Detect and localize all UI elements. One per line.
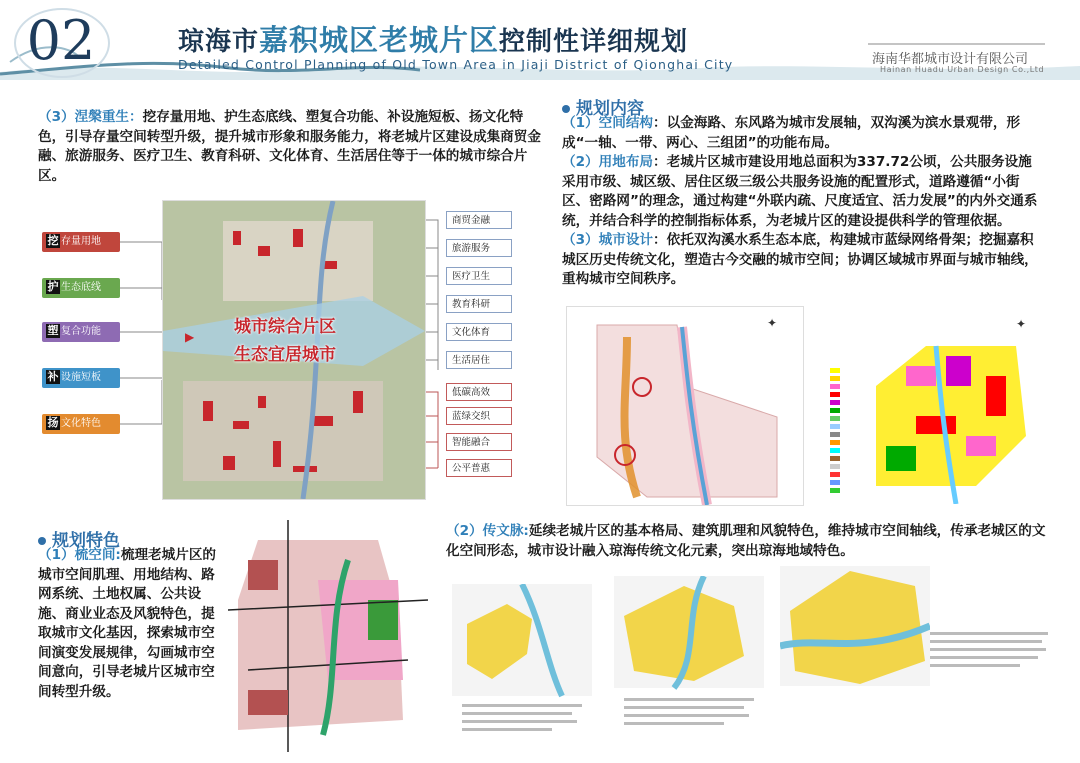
tag-char: 补 bbox=[47, 370, 59, 383]
tag-label: 生态底线 bbox=[61, 282, 101, 293]
item-heading: （2）用地布局 bbox=[562, 154, 654, 170]
tag-char: 塑 bbox=[47, 324, 59, 337]
culture-heading: （2）传文脉: bbox=[446, 523, 529, 539]
caption-lines bbox=[930, 632, 1050, 682]
tag-low-carbon: 低碳高效 bbox=[446, 383, 512, 401]
tag-smart-integration: 智能融合 bbox=[446, 433, 512, 451]
svg-text:✦: ✦ bbox=[767, 316, 778, 330]
title-highlight: 嘉积城区老城片区 bbox=[259, 23, 500, 57]
company-name: 海南华都城市设计有限公司 bbox=[872, 52, 1029, 67]
historic-map-3 bbox=[780, 566, 930, 742]
item-body: ：依托双沟溪水系生态本底，构建城市蓝绿网络骨架；挖掘嘉积城区历史传统文化，塑造古今交融的城市空间；协调区域城市界面与城市轴线，重构城市空间秩序。 bbox=[562, 232, 1038, 287]
urban-fabric-drawing bbox=[228, 520, 428, 752]
urban-fabric-map bbox=[228, 520, 428, 752]
title-prefix: 琼海市 bbox=[178, 27, 260, 57]
plan-content-item-1 bbox=[562, 114, 1044, 153]
plan-content-text bbox=[562, 114, 1044, 290]
item-body: ：老城片区城市建设用地总面积为337.72公顷，公共服务设施采用市级、城区级、居住区级三级公共服务设施的配置形式，道路遵循“小街区、密路网”的理念，通过构建“外联内疏、尺度适宜、活力发展”的内外交通系统，并结合科学的控制指标体系，为老城片区的建设提供科学的管理依据。 bbox=[562, 154, 1038, 229]
spatial-structure-map bbox=[566, 306, 804, 506]
strategy-diagram bbox=[38, 200, 548, 500]
intro-body: 挖存量用地、护生态底线、塑复合功能、补设施短板、扬文化特色，引导存量空间转型升级，提升城市形象和服务能力，将老城片区建设成集商贸金融、旅游服务、医疗卫生、教育科研、文化体育、生活居住等于一体的城市综合片区。 bbox=[38, 109, 541, 184]
tag-char: 挖 bbox=[47, 234, 59, 247]
tag-char: 扬 bbox=[47, 416, 59, 429]
plan-content-title-text: 规划内容 bbox=[576, 99, 644, 119]
tag-label: 设施短板 bbox=[61, 372, 101, 383]
bullet-dot-icon bbox=[562, 105, 570, 113]
svg-text:▶: ▶ bbox=[185, 330, 195, 344]
land-use-map bbox=[816, 306, 1044, 504]
tag-commerce-finance: 商贸金融 bbox=[446, 211, 512, 229]
intro-heading: （3）涅槃重生： bbox=[38, 109, 143, 125]
historic-map-caption bbox=[930, 632, 1050, 686]
tag-label: 复合功能 bbox=[61, 326, 101, 337]
arrow-label-line1: 城市综合片区 bbox=[234, 317, 336, 337]
item-heading: （1）空间结构 bbox=[562, 115, 654, 131]
tag-char: 护 bbox=[47, 280, 59, 293]
svg-text:✦: ✦ bbox=[1016, 317, 1027, 331]
tag-fair-inclusive: 公平普惠 bbox=[446, 459, 512, 477]
tag-culture-sports: 文化体育 bbox=[446, 323, 512, 341]
comb-space-heading: （1）梳空间: bbox=[38, 547, 121, 563]
historic-map-1-drawing bbox=[452, 584, 592, 744]
tag-tourism-service: 旅游服务 bbox=[446, 239, 512, 257]
tag-dig-land bbox=[42, 232, 120, 252]
plan-features-title-text: 规划特色 bbox=[52, 531, 120, 551]
tag-protect-ecology bbox=[42, 278, 120, 298]
structure-map-drawing bbox=[567, 307, 803, 505]
tag-living-residence: 生活居住 bbox=[446, 351, 512, 369]
culture-paragraph bbox=[446, 522, 1050, 561]
plan-content-item-2 bbox=[562, 153, 1044, 231]
tag-shape-function bbox=[42, 322, 120, 342]
tag-label: 文化特色 bbox=[61, 418, 101, 429]
tag-education-research: 教育科研 bbox=[446, 295, 512, 313]
plan-content-item-3 bbox=[562, 231, 1044, 290]
title-suffix: 控制性详细规划 bbox=[499, 27, 689, 57]
historic-map-2-drawing bbox=[614, 576, 764, 746]
tag-promote-culture bbox=[42, 414, 120, 434]
tag-medical-health: 医疗卫生 bbox=[446, 267, 512, 285]
page-title-english: Detailed Control Planning of Old Town Area in Jiaji District of Qionghai City bbox=[178, 57, 734, 72]
tag-blue-green: 蓝绿交织 bbox=[446, 407, 512, 425]
historic-map-3-drawing bbox=[780, 566, 930, 742]
tag-label: 存量用地 bbox=[61, 236, 101, 247]
bullet-dot-icon bbox=[38, 537, 46, 545]
comb-space-body: 梳理老城片区的城市空间肌理、用地结构、路网系统、土地权属、公共设施、商业业态及风貌特色，提取城市文化基因，探索城市空间演变发展规律，勾画城市空间意向，引导老城片区城市空间转型升级。 bbox=[38, 547, 217, 700]
land-use-drawing bbox=[816, 306, 1044, 504]
culture-body: 延续老城片区的基本格局、建筑肌理和风貌特色，维持城市空间轴线，传承老城区的文化空间形态，城市设计融入琼海传统文化元素，突出琼海地域特色。 bbox=[446, 523, 1046, 559]
page-title bbox=[178, 18, 688, 59]
intro-paragraph bbox=[38, 108, 543, 186]
historic-map-2 bbox=[614, 576, 764, 746]
comb-space-paragraph bbox=[38, 546, 218, 702]
tag-fill-facilities bbox=[42, 368, 120, 388]
item-heading: （3）城市设计 bbox=[562, 232, 654, 248]
historic-map-1 bbox=[452, 584, 592, 744]
item-body: ：以金海路、东风路为城市发展轴，双沟溪为滨水景观带，形成“一轴、一带、两心、三组团”的功能布局。 bbox=[562, 115, 1021, 151]
arrow-label-line2: 生态宜居城市 bbox=[234, 345, 336, 365]
company-name-english: Hainan Huadu Urban Design Co.,Ltd bbox=[880, 65, 1045, 74]
section-number: 02 bbox=[26, 9, 96, 72]
